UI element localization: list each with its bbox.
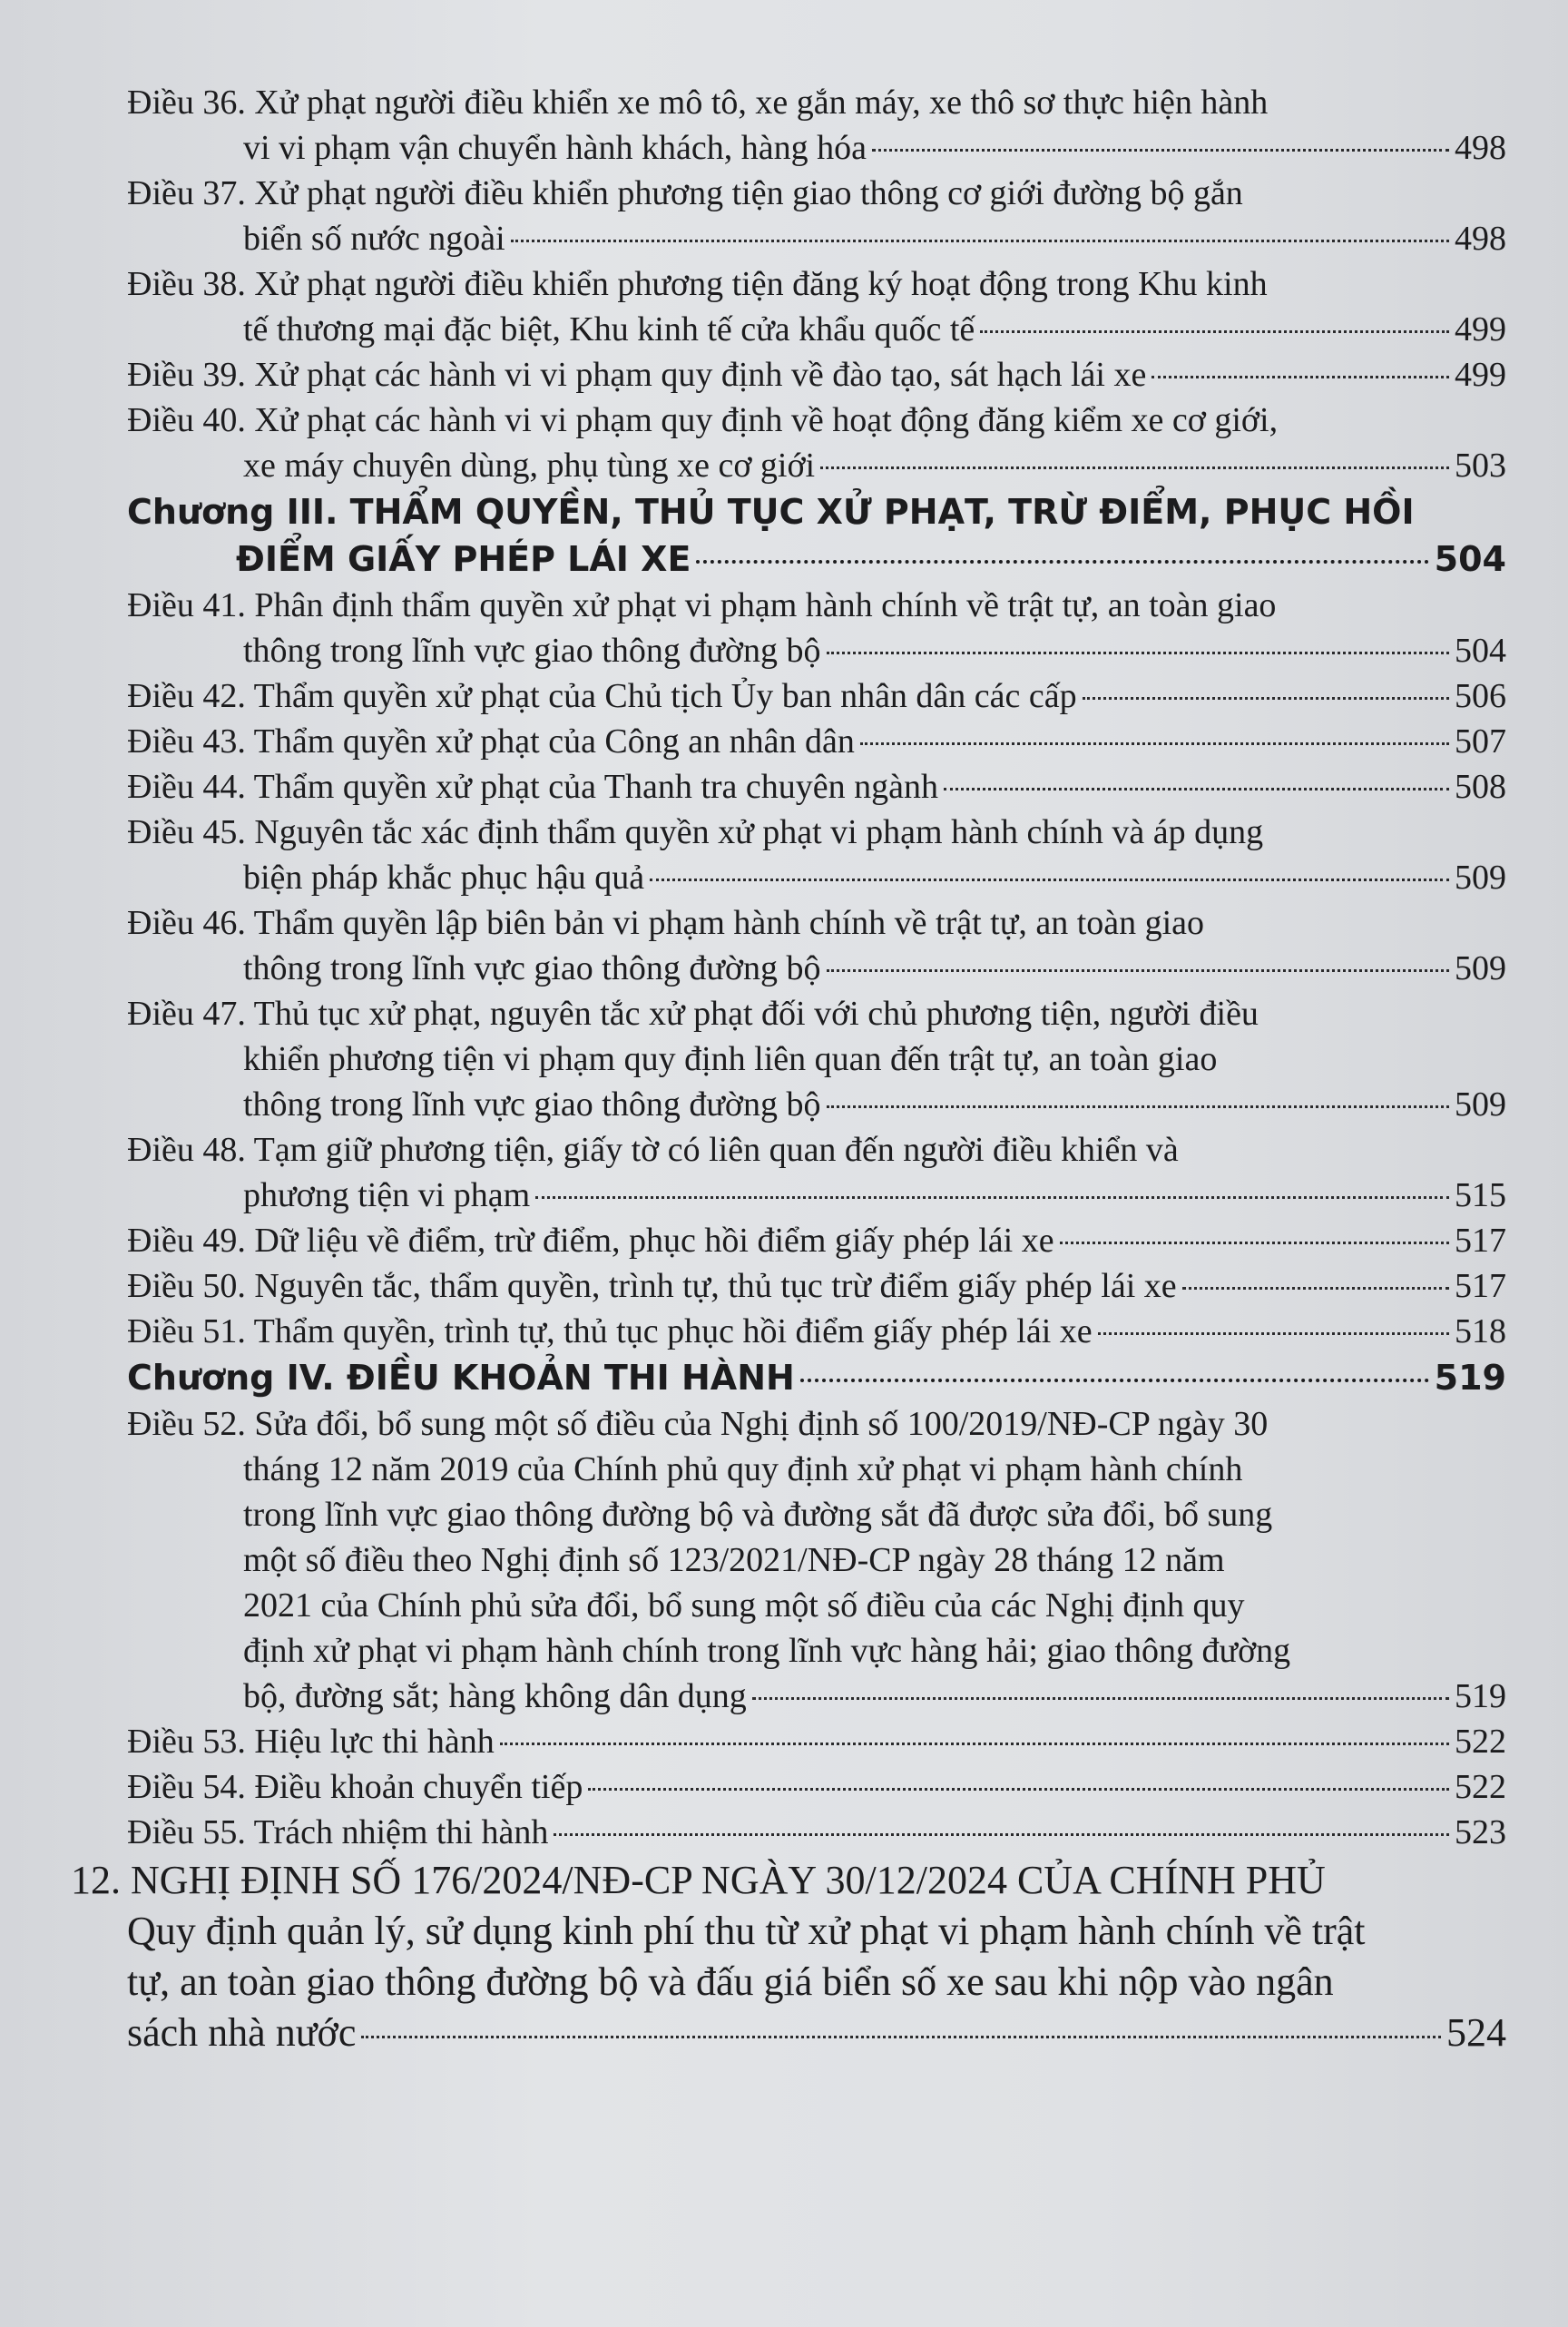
- page-number: 498: [1455, 220, 1506, 258]
- toc-entry: [127, 1719, 1506, 1764]
- toc-line-last: [127, 1674, 1506, 1719]
- toc-line-last: [127, 719, 1506, 764]
- toc-line-last: [127, 673, 1506, 719]
- toc-line-last: [127, 216, 1506, 261]
- page-number: 504: [1434, 539, 1506, 579]
- toc-entry: [127, 764, 1506, 810]
- toc-entry: [127, 719, 1506, 764]
- dot-leader: [588, 1788, 1449, 1791]
- toc-line: [71, 1855, 1506, 1906]
- dot-leader: [872, 149, 1449, 152]
- page-number: 506: [1455, 677, 1506, 715]
- page-number: 519: [1434, 1358, 1506, 1398]
- toc-entry-text: Điều 54. Điều khoản chuyển tiếp: [127, 1768, 583, 1806]
- dot-leader: [1182, 1287, 1449, 1290]
- page-number: 517: [1455, 1267, 1506, 1305]
- toc-line: [127, 80, 1506, 125]
- toc-line-last: [127, 352, 1506, 398]
- toc-line-last: [71, 2008, 1506, 2058]
- toc-entry-text: Điều 47. Thủ tục xử phạt, nguyên tắc xử phạt đối với chủ phương tiện, người điều: [127, 995, 1259, 1033]
- toc-entry-text: Điều 37. Xử phạt người điều khiển phương tiện giao thông cơ giới đường bộ gắn: [127, 174, 1243, 212]
- toc-line-last: [127, 307, 1506, 352]
- dot-leader: [827, 652, 1449, 654]
- toc-entry: [127, 398, 1506, 488]
- toc-line: [127, 900, 1506, 946]
- dot-leader: [860, 742, 1449, 745]
- page-number: 509: [1455, 859, 1506, 897]
- dot-leader: [800, 1379, 1429, 1382]
- toc-entry-text: xe máy chuyên dùng, phụ tùng xe cơ giới: [243, 447, 816, 485]
- toc-line: [127, 1583, 1506, 1628]
- toc-entry-text: phương tiện vi phạm: [243, 1176, 531, 1214]
- dot-leader: [980, 330, 1449, 333]
- toc-entry-text: Điều 44. Thẩm quyền xử phạt của Thanh tra chuyên ngành: [127, 768, 939, 806]
- toc-entry-text: định xử phạt vi phạm hành chính trong lĩnh vực hàng hải; giao thông đường: [243, 1632, 1291, 1670]
- page-number: 509: [1455, 1085, 1506, 1124]
- page-number: 508: [1455, 768, 1506, 806]
- toc-entry-text: Điều 48. Tạm giữ phương tiện, giấy tờ có liên quan đến người điều khiển và: [127, 1131, 1179, 1169]
- toc-line-last: [127, 1309, 1506, 1354]
- toc-line: [127, 1401, 1506, 1447]
- page-number: 518: [1455, 1312, 1506, 1350]
- toc-line: [127, 1537, 1506, 1583]
- toc-entry-text: khiển phương tiện vi phạm quy định liên quan đến trật tự, an toàn giao: [243, 1040, 1218, 1078]
- toc-entry-text: thông trong lĩnh vực giao thông đường bộ: [243, 949, 821, 987]
- page-number: 504: [1455, 632, 1506, 670]
- dot-leader: [535, 1196, 1449, 1199]
- toc-line-last: [127, 1173, 1506, 1218]
- dot-leader: [827, 1105, 1449, 1108]
- dot-leader: [554, 1833, 1449, 1836]
- toc-entry: [127, 900, 1506, 991]
- toc-entry-text: vi vi phạm vận chuyển hành khách, hàng hóa: [243, 129, 867, 167]
- toc-line: [71, 1906, 1506, 1957]
- dot-leader: [650, 879, 1449, 881]
- toc-entry-text: 2021 của Chính phủ sửa đổi, bổ sung một số điều của các Nghị định quy: [243, 1586, 1245, 1625]
- toc-entry-text: Điều 43. Thẩm quyền xử phạt của Công an nhân dân: [127, 722, 855, 761]
- toc-entry-text: Điều 45. Nguyên tắc xác định thẩm quyền xử phạt vi phạm hành chính và áp dụng: [127, 813, 1264, 851]
- toc-entry-text: Điều 42. Thẩm quyền xử phạt của Chủ tịch Ủy ban nhân dân các cấp: [127, 677, 1077, 715]
- toc-entry-text: trong lĩnh vực giao thông đường bộ và đường sắt đã được sửa đổi, bổ sung: [243, 1496, 1273, 1534]
- toc-entry: [127, 991, 1506, 1127]
- page-number: 522: [1455, 1768, 1506, 1806]
- toc-entry: [127, 1218, 1506, 1263]
- dot-leader: [752, 1697, 1449, 1700]
- toc-line-last: [127, 1354, 1506, 1401]
- toc-entry-text: Điều 39. Xử phạt các hành vi vi phạm quy định về đào tạo, sát hạch lái xe: [127, 356, 1147, 394]
- page-number: 503: [1455, 447, 1506, 485]
- toc-entry: [127, 1401, 1506, 1719]
- page-number: 517: [1455, 1222, 1506, 1260]
- toc-entry: [127, 673, 1506, 719]
- dot-leader: [511, 240, 1449, 242]
- toc-entry: [127, 1764, 1506, 1810]
- toc-line-last: [127, 1218, 1506, 1263]
- toc-entry-text: bộ, đường sắt; hàng không dân dụng: [243, 1677, 747, 1715]
- dot-leader: [944, 788, 1449, 790]
- toc-entry-text: tế thương mại đặc biệt, Khu kinh tế cửa khẩu quốc tế: [243, 310, 975, 349]
- dot-leader: [1152, 376, 1449, 378]
- toc-line: [127, 1127, 1506, 1173]
- dot-leader: [696, 560, 1428, 564]
- toc-line-last: [127, 946, 1506, 991]
- toc-entry-text: 12. NGHỊ ĐỊNH SỐ 176/2024/NĐ-CP NGÀY 30/12/2024 CỦA CHÍNH PHỦ: [71, 1858, 1326, 1902]
- dot-leader: [1083, 697, 1449, 700]
- toc-line-last: [127, 764, 1506, 810]
- toc-line: [127, 583, 1506, 628]
- toc-line: [127, 398, 1506, 443]
- dot-leader: [1098, 1332, 1449, 1335]
- page-number: 522: [1455, 1723, 1506, 1761]
- toc-line-last: [127, 855, 1506, 900]
- toc-document-12: [71, 1855, 1506, 2058]
- dot-leader: [1060, 1242, 1449, 1244]
- toc-line: [127, 1628, 1506, 1674]
- toc-entry-text: Điều 52. Sửa đổi, bổ sung một số điều của Nghị định số 100/2019/NĐ-CP ngày 30: [127, 1405, 1269, 1443]
- toc-line-last: [127, 1719, 1506, 1764]
- page-number: 519: [1455, 1677, 1506, 1715]
- toc-entry: [127, 1810, 1506, 1855]
- toc-entry-text: tháng 12 năm 2019 của Chính phủ quy định xử phạt vi phạm hành chính: [243, 1450, 1243, 1488]
- toc-group-chapter-2-tail: [127, 80, 1506, 488]
- toc-group-chapter-4: [127, 1401, 1506, 1855]
- toc-entry: [127, 1309, 1506, 1354]
- toc-line: [127, 810, 1506, 855]
- toc-entry-text: Chương IV. ĐIỀU KHOẢN THI HÀNH: [127, 1358, 795, 1398]
- toc-entry: [127, 171, 1506, 261]
- toc-entry-text: Quy định quản lý, sử dụng kinh phí thu từ xử phạt vi phạm hành chính về trật: [127, 1909, 1366, 1953]
- toc-entry-text: Điều 38. Xử phạt người điều khiển phương tiện đăng ký hoạt động trong Khu kinh: [127, 265, 1268, 303]
- toc-line: [71, 1957, 1506, 2008]
- toc-line: [127, 1492, 1506, 1537]
- toc-entry-text: Điều 49. Dữ liệu về điểm, trừ điểm, phục hồi điểm giấy phép lái xe: [127, 1222, 1054, 1260]
- toc-line-last: [127, 1082, 1506, 1127]
- toc-line-last: [127, 628, 1506, 673]
- toc-line: [127, 488, 1506, 535]
- toc-entry-text: thông trong lĩnh vực giao thông đường bộ: [243, 632, 821, 670]
- toc-line-last: [127, 1263, 1506, 1309]
- toc-entry-text: thông trong lĩnh vực giao thông đường bộ: [243, 1085, 821, 1124]
- toc-entry-text: Điều 40. Xử phạt các hành vi vi phạm quy định về hoạt động đăng kiểm xe cơ giới,: [127, 401, 1279, 439]
- toc-entry: [127, 1263, 1506, 1309]
- toc-entry: [127, 1127, 1506, 1218]
- toc-entry-text: Điều 55. Trách nhiệm thi hành: [127, 1813, 549, 1851]
- toc-line-last: [127, 125, 1506, 171]
- toc-entry: [127, 352, 1506, 398]
- toc-entry: [127, 810, 1506, 900]
- page-number: 498: [1455, 129, 1506, 167]
- toc-group-chapter-3: [127, 583, 1506, 1354]
- page-number: 523: [1455, 1813, 1506, 1851]
- toc-entry: [127, 80, 1506, 171]
- toc-entry-text: Điều 50. Nguyên tắc, thẩm quyền, trình tự, thủ tục trừ điểm giấy phép lái xe: [127, 1267, 1177, 1305]
- toc-line-last: [127, 1810, 1506, 1855]
- toc-entry-text: Chương III. THẨM QUYỀN, THỦ TỤC XỬ PHẠT, TRỪ ĐIỂM, PHỤC HỒI: [127, 492, 1415, 532]
- toc-chapter-4: [127, 1354, 1506, 1401]
- dot-leader: [820, 466, 1449, 469]
- toc-entry-text: tự, an toàn giao thông đường bộ và đấu giá biển số xe sau khi nộp vào ngân: [127, 1959, 1334, 2004]
- toc-line: [127, 261, 1506, 307]
- toc-line-last: [127, 535, 1506, 583]
- page-number: 507: [1455, 722, 1506, 761]
- toc-line: [127, 991, 1506, 1036]
- toc-line: [127, 1036, 1506, 1082]
- toc-line-last: [127, 443, 1506, 488]
- page-number: 524: [1446, 2010, 1506, 2055]
- toc-entry-text: một số điều theo Nghị định số 123/2021/NĐ-CP ngày 28 tháng 12 năm: [243, 1541, 1225, 1579]
- page-number: 499: [1455, 310, 1506, 349]
- toc-entry-text: biển số nước ngoài: [243, 220, 505, 258]
- toc-entry-text: Điều 53. Hiệu lực thi hành: [127, 1723, 495, 1761]
- toc-entry-text: Điều 41. Phân định thẩm quyền xử phạt vi phạm hành chính về trật tự, an toàn giao: [127, 586, 1277, 624]
- table-of-contents: [71, 80, 1506, 2058]
- dot-leader: [361, 2036, 1441, 2038]
- toc-line-last: [127, 1764, 1506, 1810]
- toc-entry-text: Điều 36. Xử phạt người điều khiển xe mô tô, xe gắn máy, xe thô sơ thực hiện hành: [127, 83, 1269, 122]
- toc-chapter-3: [127, 488, 1506, 583]
- toc-entry-text: biện pháp khắc phục hậu quả: [243, 859, 645, 897]
- toc-entry-text: Điều 51. Thẩm quyền, trình tự, thủ tục phục hồi điểm giấy phép lái xe: [127, 1312, 1093, 1350]
- toc-entry: [127, 261, 1506, 352]
- page-number: 499: [1455, 356, 1506, 394]
- dot-leader: [827, 969, 1449, 972]
- toc-line: [127, 1447, 1506, 1492]
- dot-leader: [500, 1743, 1449, 1745]
- toc-entry: [127, 583, 1506, 673]
- page-number: 509: [1455, 949, 1506, 987]
- toc-entry-text: Điều 46. Thẩm quyền lập biên bản vi phạm hành chính về trật tự, an toàn giao: [127, 904, 1205, 942]
- toc-entry-text: sách nhà nước: [127, 2010, 357, 2055]
- page-number: 515: [1455, 1176, 1506, 1214]
- toc-line: [127, 171, 1506, 216]
- toc-entry-text: ĐIỂM GIẤY PHÉP LÁI XE: [236, 539, 691, 579]
